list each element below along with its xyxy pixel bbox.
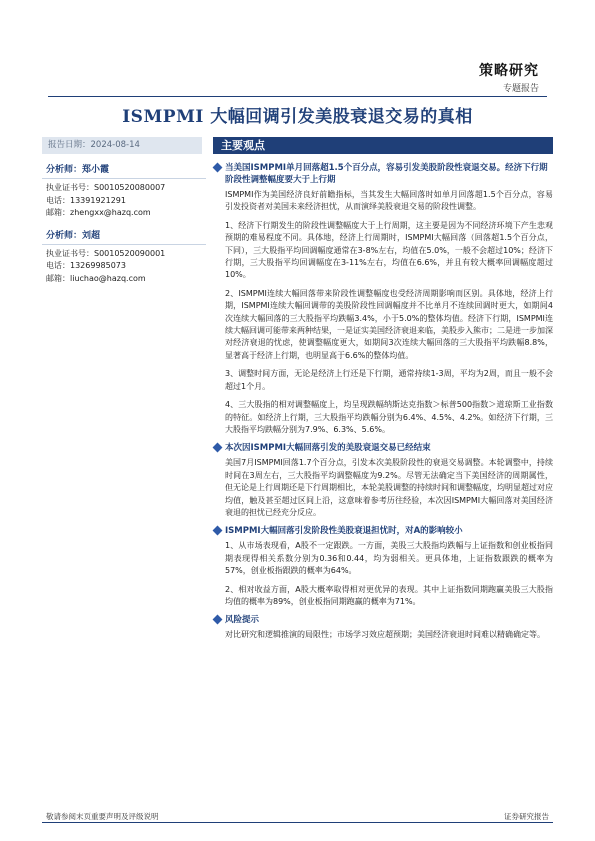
divider bbox=[42, 178, 206, 179]
analyst-card bbox=[42, 162, 202, 220]
paragraph: 2、相对收益方面，A股大概率取得相对更优异的表现。其中上证指数同期跑赢美股三大股指均值的概率为89%，创业板指同期跑赢的概率为71%。 bbox=[225, 584, 553, 606]
key-point bbox=[213, 162, 553, 436]
report-category-title: 策略研究 bbox=[479, 63, 539, 79]
key-point bbox=[213, 442, 553, 519]
report-date: 报告日期：2024-08-14 bbox=[42, 137, 202, 154]
divider bbox=[42, 244, 206, 245]
key-point-heading: 当美国ISMPMI单月回落超1.5个百分点，容易引发美股阶段性衰退交易。经济下行期阶段性调整幅度要大于上行期 bbox=[213, 162, 553, 186]
section-heading: 主要观点 bbox=[213, 137, 553, 154]
analyst-name: 分析师：郑小霞 bbox=[46, 165, 110, 175]
key-point-heading: 风险提示 bbox=[213, 614, 553, 626]
paragraph: ISMPMI作为美国经济良好前瞻指标，当其发生大幅回落时如单月回落超1.5个百分点，容易引发投资者对美国未来经济担忧，从而演绎美股衰退交易的阶段性调整。 bbox=[225, 190, 553, 212]
report-type-subtitle: 专题报告 bbox=[502, 84, 539, 94]
footer-label: 证券研究报告 bbox=[504, 812, 549, 821]
main-content bbox=[213, 137, 553, 648]
analyst-cert: 执业证书号：S0010520090001 bbox=[46, 248, 166, 258]
page-title: ISMPMI 大幅回调引发美股衰退交易的真相 bbox=[122, 107, 473, 127]
paragraph: 3、调整时间方面，无论是经济上行还是下行期，通常持续1-3周，平均为2周，而且一般不会超过1个月。 bbox=[225, 369, 553, 391]
paragraph: 1、经济下行期发生的阶段性调整幅度大于上行周期，这主要是因为不同经济环境下产生悲观预期的难易程度不同。具体地，经济上行周期时，ISMPMI大幅回落（回落超1.5个百分点，下同），三大股指平均回调幅度通常在3-8%左右，均值在5.0%，一般不会超过10%；经济下行期，三大股指平均回调幅度在3-11%左右，均值在6.6%，并且有较大概率回调幅度超过10%。 bbox=[225, 220, 553, 280]
analyst-phone: 电话：13391921291 bbox=[46, 195, 126, 205]
header-divider bbox=[48, 96, 547, 97]
key-point bbox=[213, 614, 553, 641]
footer-disclaimer: 敬请参阅末页重要声明及评级说明 bbox=[46, 812, 159, 821]
analyst-phone: 电话：13269985073 bbox=[46, 261, 126, 270]
footer-divider bbox=[42, 822, 553, 823]
key-point bbox=[213, 525, 553, 608]
paragraph: 2、ISMPMI连续大幅回落带来阶段性调整幅度也受经济周期影响而区别。具体地，经济上行期，ISMPMI连续大幅回调带的美股阶段性回调幅度并不比单月不连续回调时更大，如期间4次连续大幅回落的三大股指平均跌幅3.4%，小于5.0%的整体均值。经济下行期，ISMPMI连续大幅回调可能带来两种结果，一是证实美国经济衰退来临，美股步入熊市；二是进一步加深对经济衰退的忧虑，使调整幅度更大，如期间3次连续大幅回落的三大股指平均跌幅8.8%，显著高于经济上行期，也明显高于6.6%的整体均值。 bbox=[225, 288, 553, 360]
paragraph: 对比研究和逻辑推演的局限性；市场学习效应超预期；美国经济衰退时间难以精确确定等。 bbox=[225, 630, 545, 640]
sidebar bbox=[42, 137, 202, 285]
key-point-heading: ISMPMI大幅回落引发阶段性美股衰退担忧时，对A的影响较小 bbox=[213, 525, 553, 537]
analyst-name: 分析师：刘超 bbox=[46, 230, 101, 241]
analyst-email[interactable]: 邮箱：zhengxx@hazq.com bbox=[46, 208, 151, 217]
analyst-card bbox=[42, 228, 202, 286]
paragraph: 1、从市场表现看，A股不一定跟跌。一方面，美股三大股指均跌幅与上证指数和创业板指同期表现得相关系数分别为0.36和0.44，均为弱相关。更具体地，上证指数跟跌的概率为57%，创业板指跟跌的概率为64%。 bbox=[225, 541, 553, 576]
analyst-cert: 执业证书号：S0010520080007 bbox=[46, 183, 166, 192]
analyst-email[interactable]: 邮箱：liuchao@hazq.com bbox=[46, 273, 146, 283]
paragraph: 4、三大股指的相对调整幅度上，均呈现跌幅纳斯达克指数＞标普500指数＞道琼斯工业指数的特征。如经济上行期，三大股指平均跌幅分别为6.4%、4.5%、4.2%。如经济下行期，三大股指平均跌幅分别为7.9%、6.3%、5.6%。 bbox=[225, 400, 553, 434]
key-point-heading: 本次因ISMPMI大幅回落引发的美股衰退交易已经结束 bbox=[213, 442, 553, 454]
paragraph: 美国7月ISMPMI回落1.7个百分点，引发本次美股阶段性的衰退交易调整。本轮调整中，持续时间在3周左右，三大股指平均调整幅度为9.2%。尽管无法确定当下美国经济的周期属性，但无论是上行周期还是下行周期相比，本轮美股调整的持续时间和调整幅度，均明显超过对应均值，触及甚至超过区间上沿，这意味着参考历往经验，本次因ISMPMI大幅回落对美国经济衰退的担忧已经充分反应。 bbox=[225, 458, 553, 517]
